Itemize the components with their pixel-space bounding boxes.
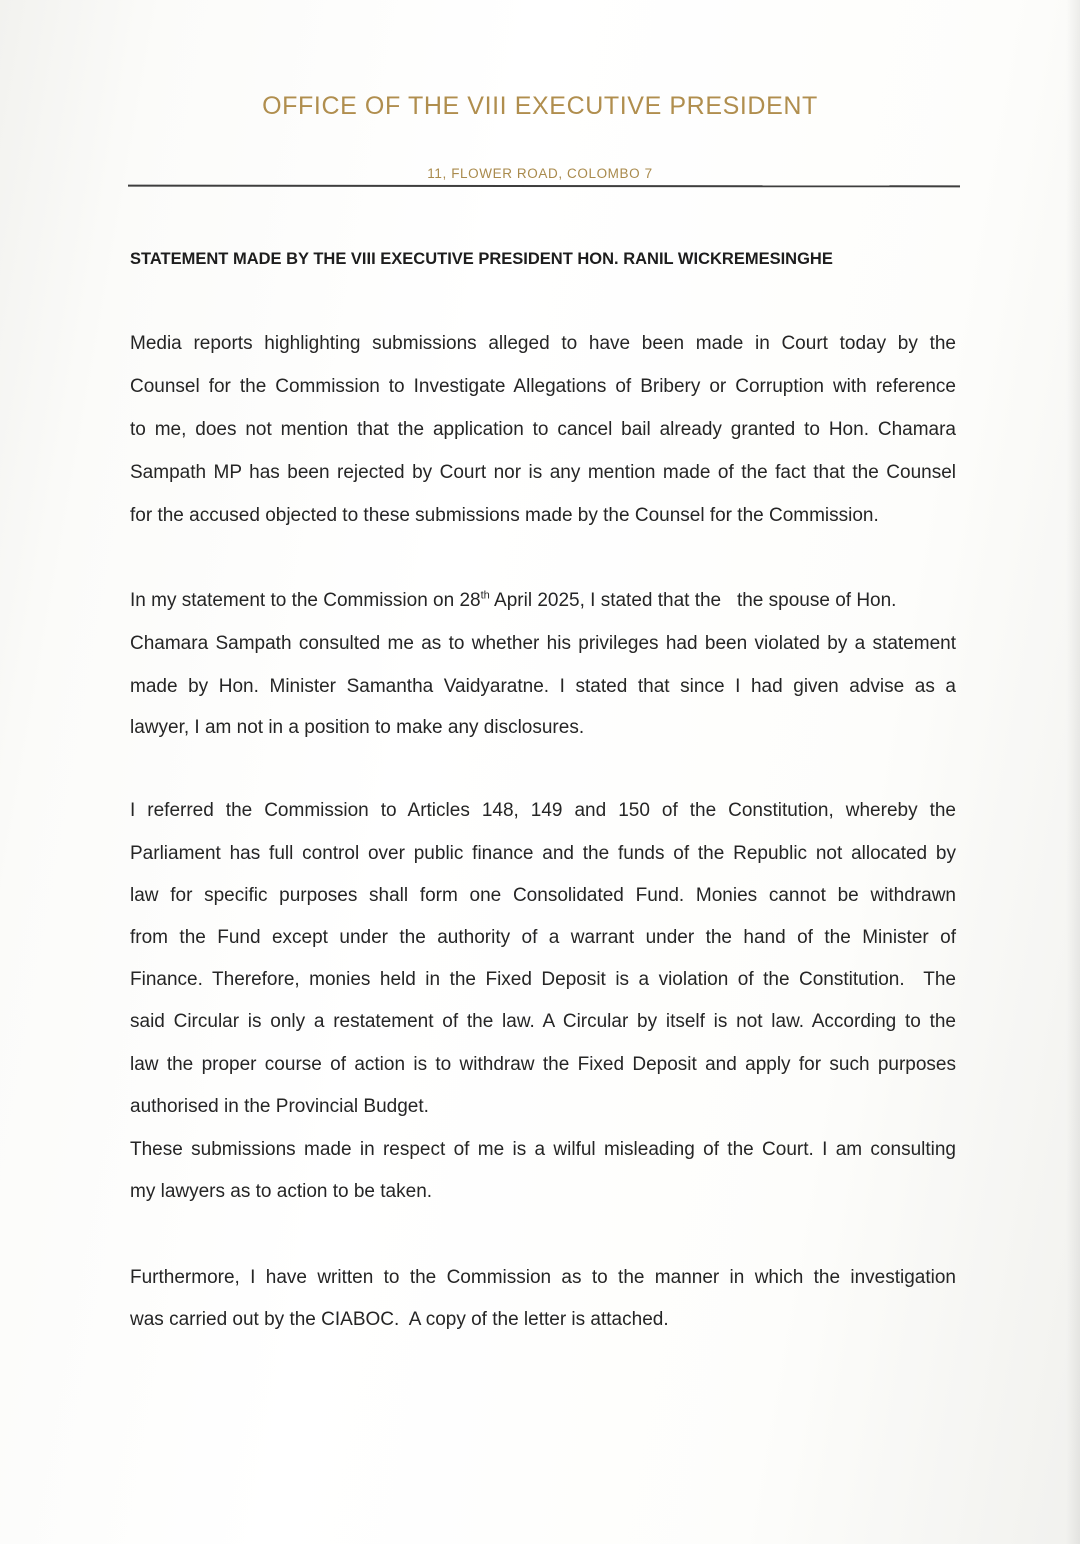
letterhead-address: 11, FLOWER ROAD, COLOMBO 7 [427, 166, 653, 181]
paragraph-3-line-4: from the Fund except under the authority of a warrant under the hand of the Minister of [130, 927, 956, 948]
paragraph-3-line-10: my lawyers as to action to be taken. [130, 1181, 433, 1202]
page-edge-shadow [1066, 0, 1080, 1544]
ordinal-suffix: th [480, 589, 490, 602]
paragraph-3-line-3: law for specific purposes shall form one Consolidated Fund. Monies cannot be withdrawn [130, 885, 956, 906]
paragraph-3-line-7: law the proper course of action is to withdraw the Fixed Deposit and apply for such purposes [130, 1054, 956, 1075]
paragraph-1-line-2: Counsel for the Commission to Investigate Allegations of Bribery or Corruption with reference [130, 376, 956, 397]
paragraph-2-line-4: lawyer, I am not in a position to make any disclosures. [130, 717, 585, 738]
paragraph-1-line-3: to me, does not mention that the application to cancel bail already granted to Hon. Chamara [130, 419, 956, 440]
paragraph-3-line-9: These submissions made in respect of me is a wilful misleading of the Court. I am consulting [130, 1139, 956, 1160]
statement-heading: STATEMENT MADE BY THE VIII EXECUTIVE PRESIDENT HON. RANIL WICKREMESINGHE [130, 250, 833, 268]
paragraph-3-line-2: Parliament has full control over public finance and the funds of the Republic not allocated by [130, 843, 956, 864]
paragraph-2-line-1-suffix: April 2025, I stated that the the spouse of Hon. [489, 590, 897, 611]
paragraph-3-line-1: I referred the Commission to Articles 148, 149 and 150 of the Constitution, whereby the [130, 800, 956, 821]
letterhead-divider [128, 185, 960, 188]
paragraph-2-line-1-prefix: In my statement to the Commission on 28 [130, 590, 481, 611]
letterhead-office-title: OFFICE OF THE VIII EXECUTIVE PRESIDENT [262, 92, 818, 120]
paragraph-4-line-2: was carried out by the CIABOC. A copy of the letter is attached. [130, 1309, 669, 1330]
paragraph-1-line-5: for the accused objected to these submissions made by the Counsel for the Commission. [130, 505, 879, 526]
paragraph-2-line-2: Chamara Sampath consulted me as to whether his privileges had been violated by a statement [130, 633, 956, 654]
paragraph-1-line-4: Sampath MP has been rejected by Court nor is any mention made of the fact that the Counsel [130, 462, 956, 483]
paragraph-3-line-5: Finance. Therefore, monies held in the Fixed Deposit is a violation of the Constitution. The [130, 969, 956, 990]
paragraph-2-line-3: made by Hon. Minister Samantha Vaidyaratne. I stated that since I had given advise as a [130, 676, 956, 697]
paragraph-1-line-1: Media reports highlighting submissions alleged to have been made in Court today by the [130, 333, 956, 354]
paragraph-4-line-1: Furthermore, I have written to the Commission as to the manner in which the investigation [130, 1267, 956, 1288]
paragraph-3-line-8: authorised in the Provincial Budget. [130, 1096, 429, 1117]
paragraph-2-line-1 [130, 589, 956, 613]
paragraph-3-line-6: said Circular is only a restatement of the law. A Circular by itself is not law. According to the [130, 1011, 956, 1032]
